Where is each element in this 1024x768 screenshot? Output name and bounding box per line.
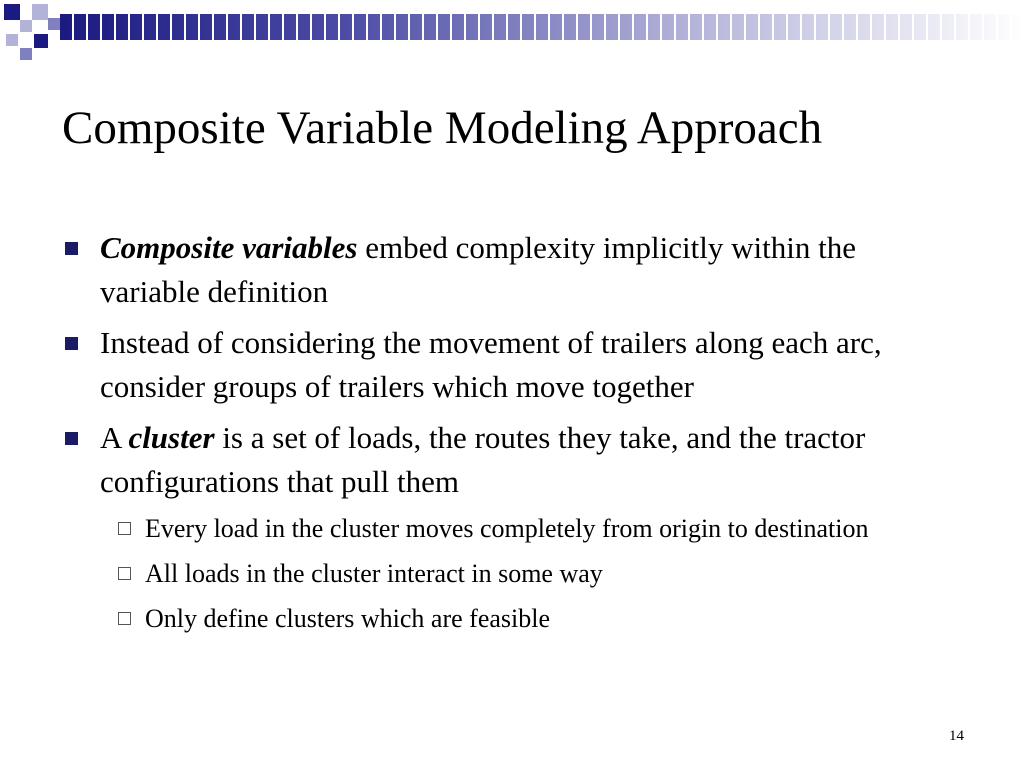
hollow-square-bullet-icon <box>118 612 131 625</box>
bullet-text: embed complexity implicitly within the variable definition <box>100 230 856 309</box>
page-number: 14 <box>949 728 964 744</box>
decorative-square <box>48 18 60 30</box>
decorative-square <box>32 4 48 20</box>
decorative-square <box>20 48 32 60</box>
header-gradient-stripe <box>60 14 1024 40</box>
bullet-item <box>62 416 962 504</box>
slide-title: Composite Variable Modeling Approach <box>62 102 823 154</box>
bullet-item <box>62 321 962 409</box>
sub-bullet-text: All loads in the cluster interact in some way <box>145 559 603 588</box>
decorative-square <box>4 4 20 20</box>
emphasis-text: cluster <box>128 420 215 455</box>
bullet-item <box>62 226 962 314</box>
sub-bullet-text: Every load in the cluster moves completely from origin to destination <box>145 514 869 543</box>
sub-bullet-item <box>62 601 962 636</box>
decorative-square <box>6 34 18 46</box>
square-bullet-icon <box>65 242 78 255</box>
square-bullet-icon <box>65 337 78 350</box>
emphasis-text: Composite variables <box>100 230 358 265</box>
sub-bullet-item <box>62 511 962 546</box>
hollow-square-bullet-icon <box>118 567 131 580</box>
bullet-text: Instead of considering the movement of trailers along each arc, consider groups of trailers which move together <box>100 325 882 404</box>
sub-bullet-text: Only define clusters which are feasible <box>145 604 551 633</box>
decorative-square <box>20 20 32 32</box>
header-decoration <box>0 0 1024 70</box>
square-bullet-icon <box>65 432 78 445</box>
bullet-text: is a set of loads, the routes they take, and the tractor configurations that pull them <box>100 420 866 499</box>
decorative-square <box>34 34 48 48</box>
slide-content <box>62 226 962 646</box>
bullet-prefix: A <box>100 420 129 455</box>
sub-bullet-item <box>62 556 962 591</box>
hollow-square-bullet-icon <box>118 522 131 535</box>
